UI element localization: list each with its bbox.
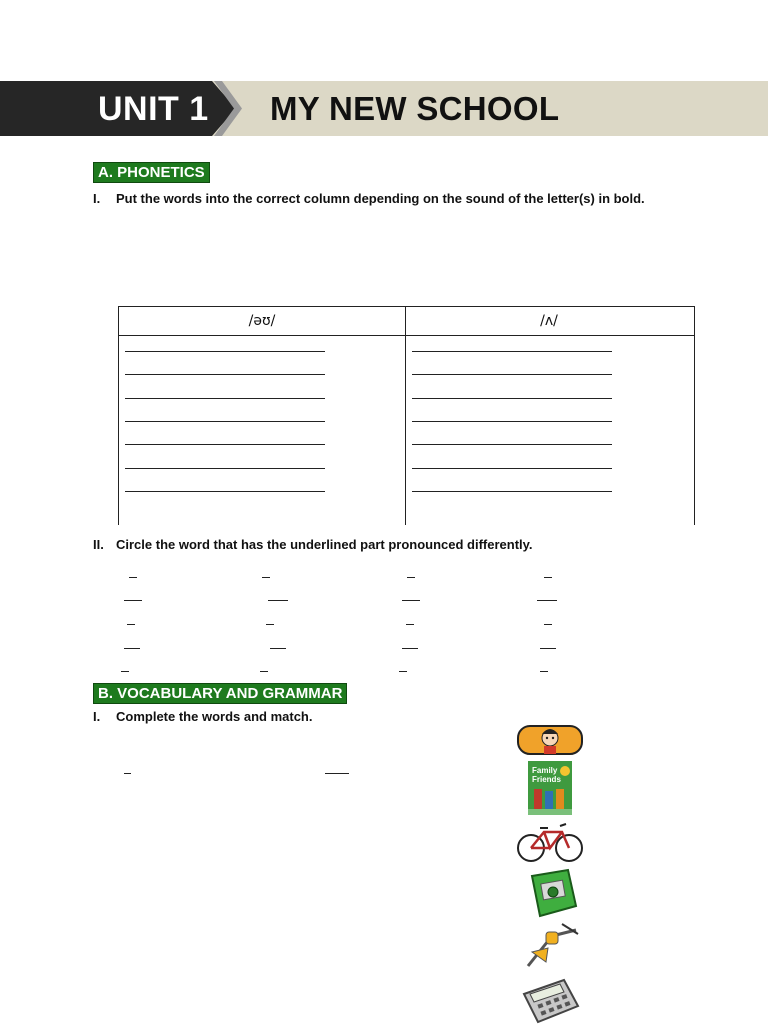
task-number: II. (93, 537, 104, 552)
underlined-letter-mark (537, 600, 557, 601)
answer-blank-line[interactable] (412, 491, 612, 492)
answer-blank-line[interactable] (412, 398, 612, 399)
underlined-letter-mark (399, 671, 407, 672)
underlined-letter-mark (544, 577, 552, 578)
svg-text:Friends: Friends (532, 775, 561, 784)
phonetics-task-1 (93, 191, 645, 207)
underlined-letter-mark (124, 600, 142, 601)
underlined-letter-mark (402, 600, 420, 601)
pencil-case-icon (516, 722, 584, 758)
underlined-letter-mark (266, 624, 274, 625)
task-instruction: Circle the word that has the underlined part pronounced differently. (116, 537, 533, 552)
unit-title: MY NEW SCHOOL (270, 90, 560, 127)
task-instruction: Complete the words and match. (116, 709, 313, 724)
underlined-letter-mark (544, 624, 552, 625)
compass-icon (518, 922, 582, 970)
sound-sorting-table (118, 306, 695, 525)
underlined-letter-mark (402, 648, 418, 649)
underlined-letter-mark (127, 624, 135, 625)
underlined-letter-mark (124, 648, 140, 649)
answer-blank-line[interactable] (125, 444, 325, 445)
word-blank[interactable] (124, 773, 131, 774)
underlined-letter-mark (268, 600, 288, 601)
answer-blank-line[interactable] (412, 468, 612, 469)
table-header-cell: /ʌ/ (540, 313, 558, 329)
answer-blank-line[interactable] (125, 468, 325, 469)
vocabulary-task-1 (93, 709, 312, 725)
answer-blank-line[interactable] (125, 374, 325, 375)
underlined-letter-mark (260, 671, 268, 672)
table-header-row (119, 307, 694, 336)
section-a-badge: A. PHONETICS (93, 162, 210, 183)
table-header-cell: /əʊ/ (248, 313, 276, 329)
answer-blank-line[interactable] (412, 421, 612, 422)
answer-blank-line[interactable] (125, 491, 325, 492)
answer-blank-line[interactable] (125, 398, 325, 399)
underlined-letter-mark (121, 671, 129, 672)
underlined-letter-mark (270, 648, 286, 649)
underlined-letter-mark (129, 577, 137, 578)
bicycle-icon (516, 818, 584, 864)
underlined-letter-mark (540, 648, 556, 649)
underlined-letter-mark (262, 577, 270, 578)
phonetics-task-2 (93, 537, 533, 553)
task-number: I. (93, 709, 101, 724)
calculator-icon (520, 976, 580, 1024)
section-b-badge: B. VOCABULARY AND GRAMMAR (93, 683, 347, 704)
unit-number: UNIT 1 (98, 90, 209, 128)
task-number: I. (93, 191, 101, 206)
answer-blank-line[interactable] (412, 374, 612, 375)
svg-text:Family: Family (532, 766, 558, 775)
answer-blank-line[interactable] (125, 421, 325, 422)
word-blank[interactable] (325, 773, 349, 774)
sharpener-icon (526, 868, 578, 918)
answer-blank-line[interactable] (125, 351, 325, 352)
underlined-letter-mark (540, 671, 548, 672)
task-instruction: Put the words into the correct column depending on the sound of the letter(s) in bold. (116, 191, 645, 206)
underlined-letter-mark (407, 577, 415, 578)
book-icon (528, 761, 572, 815)
column-divider (405, 307, 406, 525)
underlined-letter-mark (406, 624, 414, 625)
answer-blank-line[interactable] (412, 444, 612, 445)
answer-blank-line[interactable] (412, 351, 612, 352)
unit-banner (0, 81, 768, 136)
